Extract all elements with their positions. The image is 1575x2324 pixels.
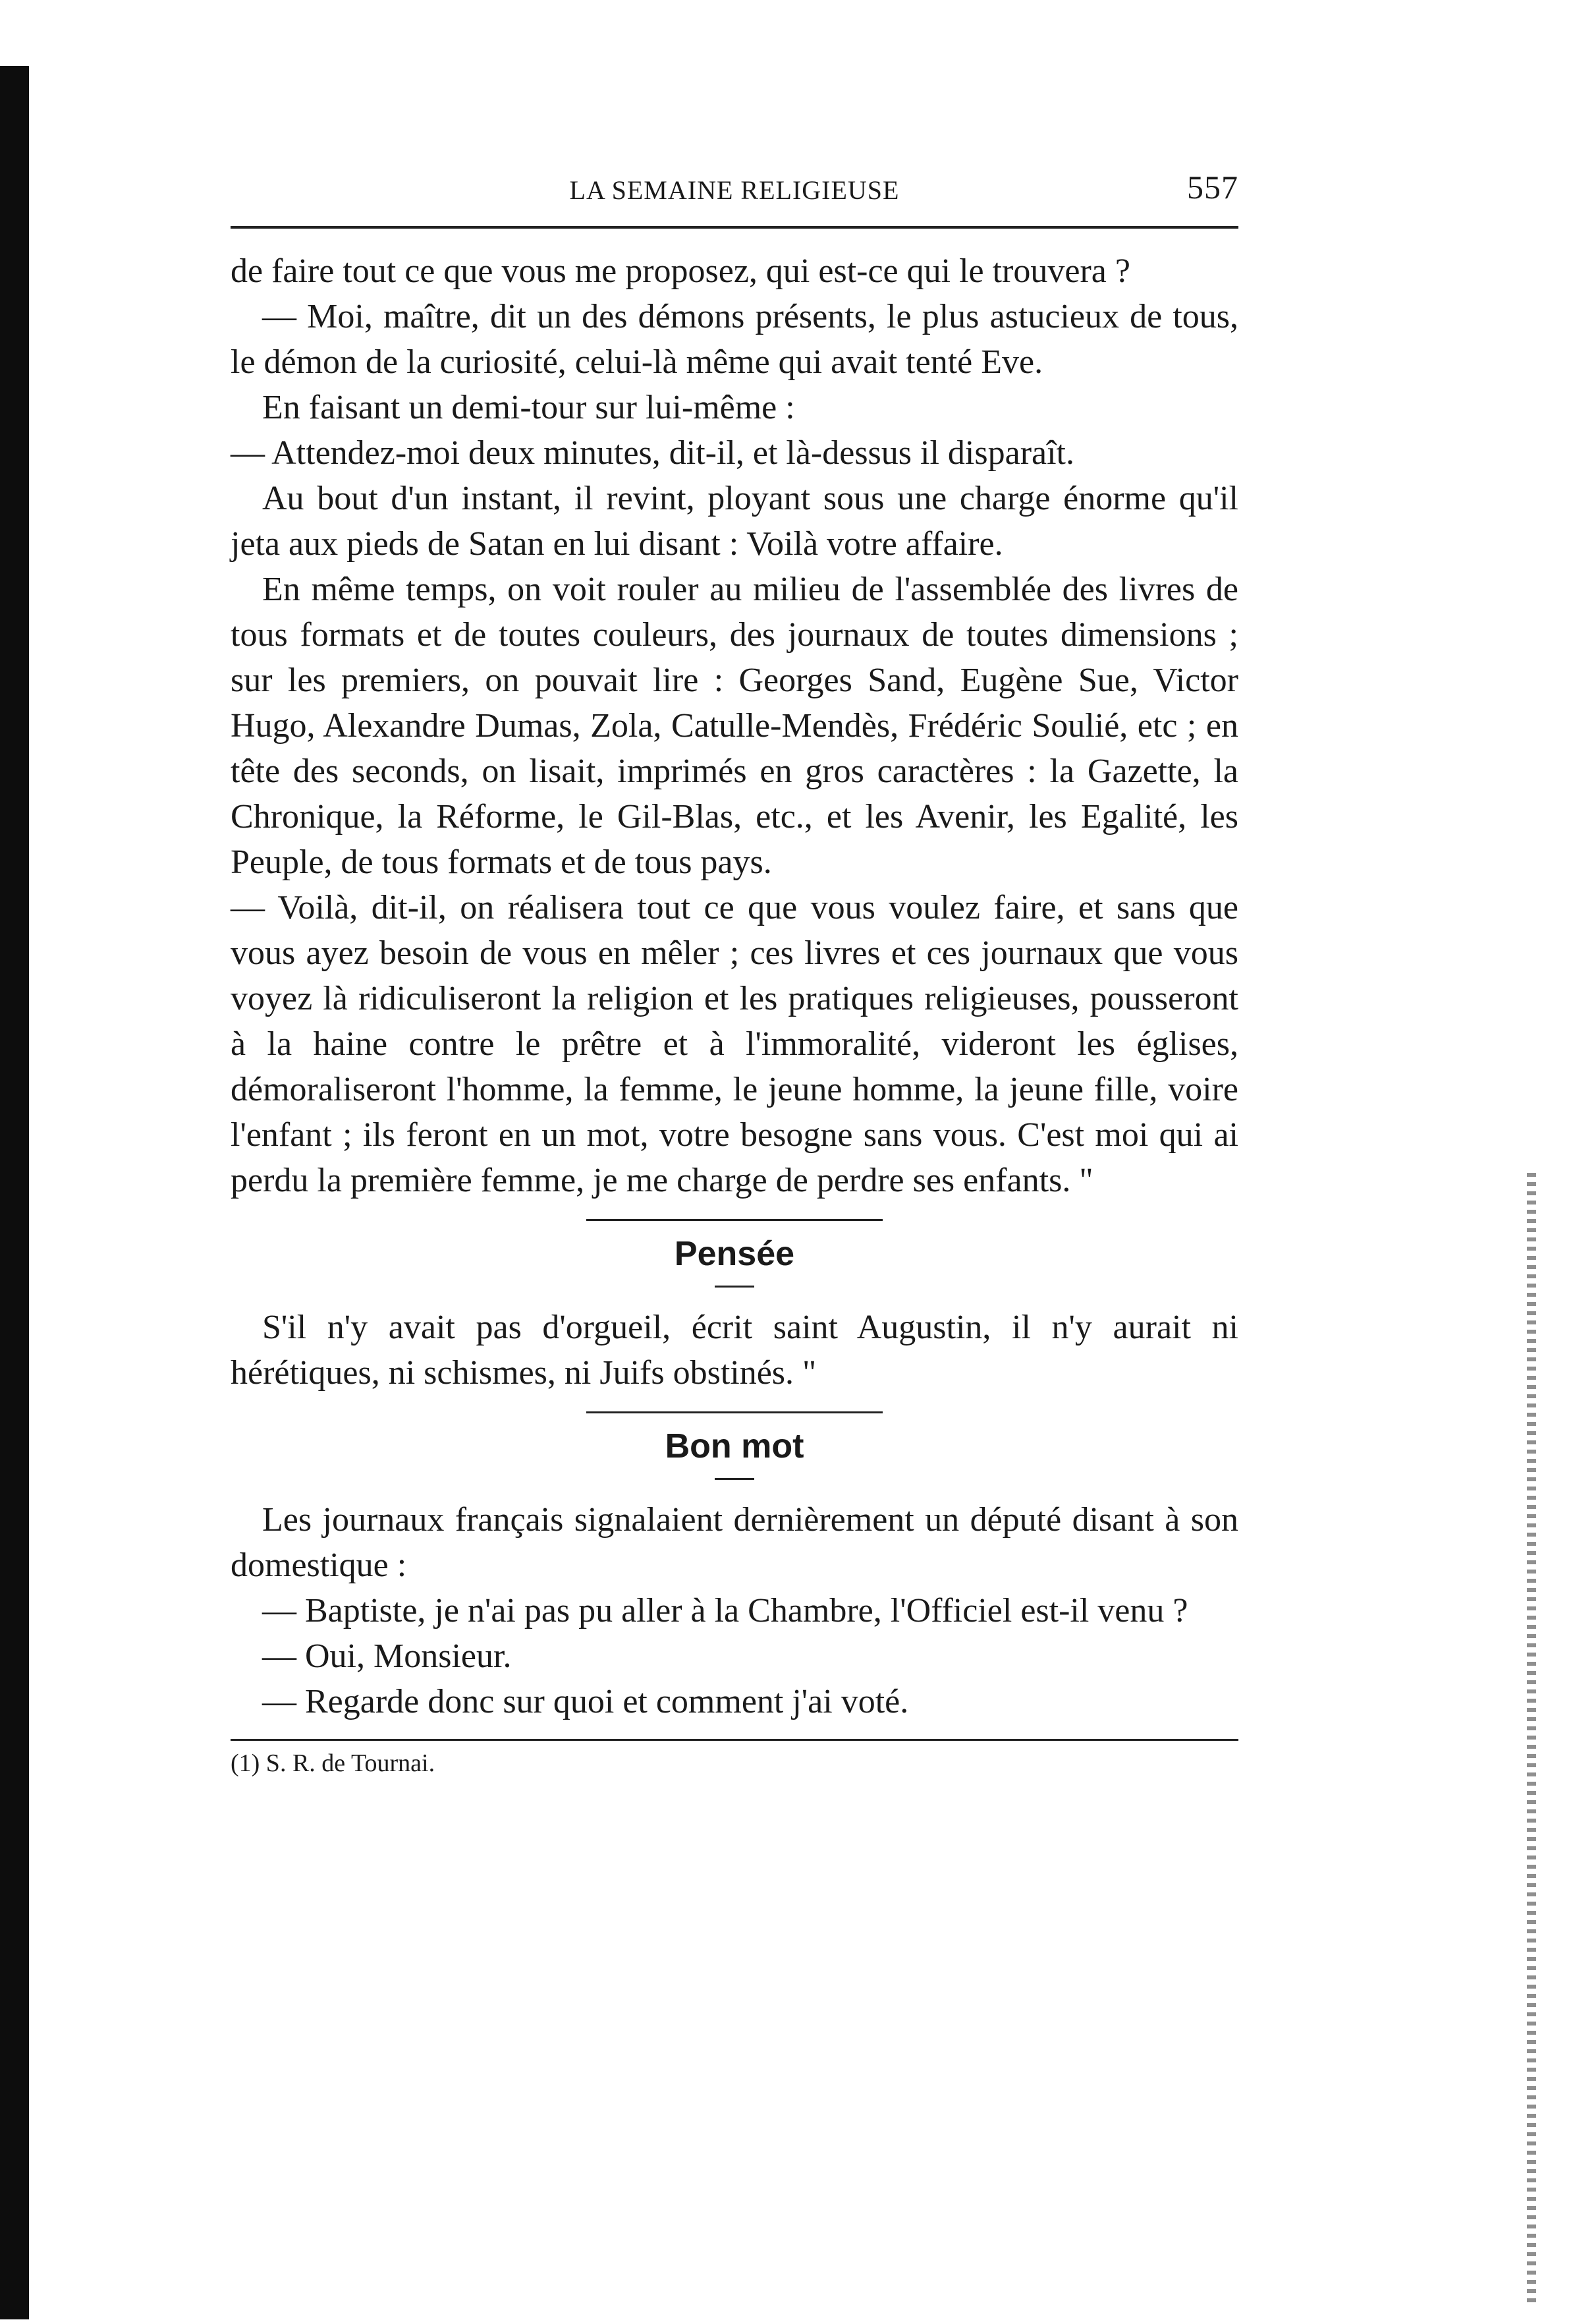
paragraph: — Attendez-moi deux minutes, dit-il, et là-dessus il disparaît. [231,434,1074,472]
section-heading-bon-mot: Bon mot [665,1427,804,1465]
section-heading-pensee: Pensée [674,1235,795,1273]
pensee-text [231,1305,1238,1396]
running-head [231,168,1238,214]
section-separator [586,1411,883,1413]
scan-edge-marks [1527,1173,1536,2306]
journal-title: LA SEMAINE RELIGIEUSE [569,175,900,205]
section-separator [586,1219,883,1221]
heading-dash [715,1286,754,1288]
paragraph: — Oui, Monsieur. [262,1637,512,1675]
page [231,168,1238,1779]
paragraph: — Baptiste, je n'ai pas pu aller à la Chambre, l'Officiel est-il venu ? [262,1592,1188,1630]
paragraph: de faire tout ce que vous me proposez, qui est-ce qui le trouvera ? [231,252,1130,290]
heading-dash [715,1478,754,1480]
paragraph: En faisant un demi-tour sur lui-même : [262,389,795,426]
paragraph: — Voilà, dit-il, on réalisera tout ce que vous voulez faire, et sans que vous ayez besoin de vous en mêler ; ces livres et ces journaux que vous voyez là ridiculiseront la religion et les pratiques religieuses, pousseront à la haine contre le prêtre et à l'immoralité, videront les églises, démoraliseront l'homme, la femme, le jeune homme, la jeune fille, voire l'enfant ; ils feront en un mot, votre besogne sans vous. C'est moi qui ai perdu la première femme, je me charge de perdre ses enfants. " [231,889,1238,1199]
paragraph: En même temps, on voit rouler au milieu de l'assemblée des livres de tous formats et de toutes couleurs, des journaux de toutes dimensions ; sur les premiers, on pouvait lire : Georges Sand, Eugène Sue, Victor Hugo, Alexandre Dumas, Zola, Catulle-Mendès, Frédéric Soulié, etc ; en tête des seconds, on lisait, imprimés en gros caractères : la Gazette, la Chronique, la Réforme, le Gil-Blas, etc., et les Avenir, les Egalité, les Peuple, de tous formats et de tous pays. [231,571,1238,881]
paragraph: Les journaux français signalaient dernièrement un député disant à son domestique : [231,1501,1238,1584]
paragraph: Au bout d'un instant, il revint, ployant sous une charge énorme qu'il jeta aux pieds de Satan en lui disant : Voilà votre affaire. [231,480,1238,563]
paragraph: S'il n'y avait pas d'orgueil, écrit saint Augustin, il n'y aurait ni hérétiques, ni schismes, ni Juifs obstinés. " [231,1309,1238,1392]
bon-mot-text [231,1497,1238,1724]
book-spine-edge [0,66,29,2319]
header-rule [231,226,1238,229]
footnote: (1) S. R. de Tournai. [231,1749,435,1777]
page-number: 557 [1187,169,1238,206]
paragraph: — Moi, maître, dit un des démons présents, le plus astucieux de tous, le démon de la curiosité, celui-là même qui avait tenté Eve. [231,298,1238,381]
footnote-rule [231,1739,1238,1741]
main-text [231,248,1238,1203]
paragraph: — Regarde donc sur quoi et comment j'ai voté. [262,1683,909,1720]
